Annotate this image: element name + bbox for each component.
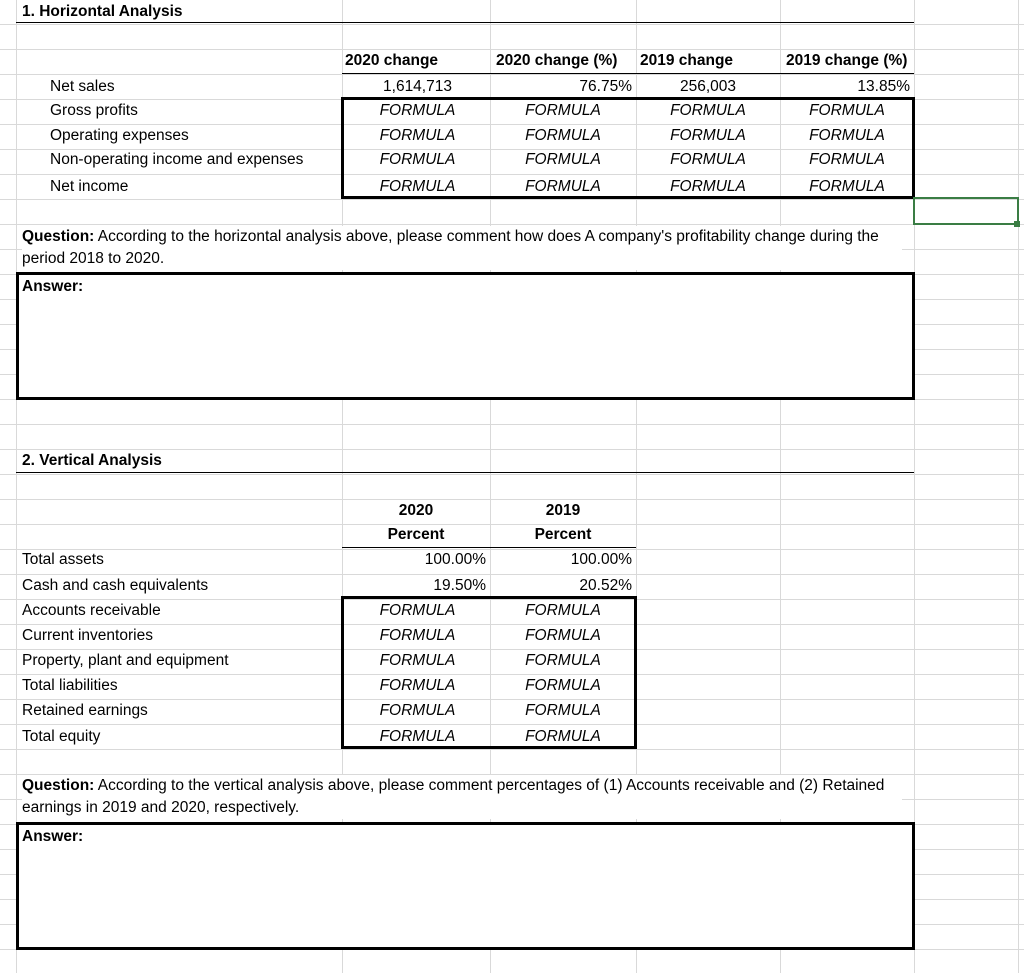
grid-line xyxy=(1018,0,1019,973)
header-2019-change-pct[interactable]: 2019 change (%) xyxy=(786,52,908,69)
cell-value[interactable]: 76.75% xyxy=(579,78,632,95)
title-underline xyxy=(16,472,914,473)
row-label-total-assets[interactable]: Total assets xyxy=(22,551,104,568)
cell-formula[interactable]: FORMULA xyxy=(525,602,601,619)
row-label-total-equity[interactable]: Total equity xyxy=(22,728,101,745)
header-year-2020[interactable]: 2020 xyxy=(398,502,434,519)
row-label-total-liabilities[interactable]: Total liabilities xyxy=(22,677,118,694)
fill-handle[interactable] xyxy=(1014,221,1020,227)
cell-value[interactable]: 20.52% xyxy=(579,577,632,594)
header-year-2019[interactable]: 2019 xyxy=(545,502,581,519)
cell-formula[interactable]: FORMULA xyxy=(379,151,456,168)
row-label-operating-expenses[interactable]: Operating expenses xyxy=(50,127,189,144)
header-underline xyxy=(342,547,636,548)
vertical-analysis-title: 2. Vertical Analysis xyxy=(22,452,162,469)
vertical-answer-box[interactable] xyxy=(16,822,915,950)
answer-label: Answer: xyxy=(22,828,84,845)
cell-formula[interactable]: FORMULA xyxy=(379,728,456,745)
cell-formula[interactable]: FORMULA xyxy=(525,102,601,119)
cell-formula[interactable]: FORMULA xyxy=(809,102,885,119)
row-label-net-sales[interactable]: Net sales xyxy=(50,78,115,95)
row-label-cash[interactable]: Cash and cash equivalents xyxy=(22,577,209,594)
cell-value[interactable]: 256,003 xyxy=(679,78,737,95)
cell-formula[interactable]: FORMULA xyxy=(525,627,601,644)
cell-formula[interactable]: FORMULA xyxy=(670,102,746,119)
cell-formula[interactable]: FORMULA xyxy=(809,127,885,144)
cell-formula[interactable]: FORMULA xyxy=(379,178,456,195)
cell-formula[interactable]: FORMULA xyxy=(525,677,601,694)
cell-value[interactable]: 1,614,713 xyxy=(383,78,452,95)
cell-value[interactable]: 100.00% xyxy=(570,551,632,568)
cell-formula[interactable]: FORMULA xyxy=(525,652,601,669)
row-label-accounts-receivable[interactable]: Accounts receivable xyxy=(22,602,161,619)
horizontal-question xyxy=(22,226,902,270)
cell-value[interactable]: 13.85% xyxy=(857,78,910,95)
cell-formula[interactable]: FORMULA xyxy=(379,702,456,719)
title-underline xyxy=(16,22,914,23)
row-label-net-income[interactable]: Net income xyxy=(50,178,129,195)
selected-cell[interactable] xyxy=(913,197,1019,225)
row-label-ppe[interactable]: Property, plant and equipment xyxy=(22,652,229,669)
cell-formula[interactable]: FORMULA xyxy=(809,178,885,195)
header-2020-change[interactable]: 2020 change xyxy=(345,52,439,69)
header-2019-change[interactable]: 2019 change xyxy=(640,52,734,69)
cell-formula[interactable]: FORMULA xyxy=(379,602,456,619)
cell-formula[interactable]: FORMULA xyxy=(525,127,601,144)
question-label: Question: xyxy=(22,777,95,794)
cell-formula[interactable]: FORMULA xyxy=(525,728,601,745)
header-2020-change-pct[interactable]: 2020 change (%) xyxy=(496,52,618,69)
cell-formula[interactable]: FORMULA xyxy=(670,178,746,195)
header-underline xyxy=(342,73,914,74)
row-label-non-operating[interactable]: Non-operating income and expenses xyxy=(50,151,304,168)
horizontal-analysis-title: 1. Horizontal Analysis xyxy=(22,3,183,20)
cell-formula[interactable]: FORMULA xyxy=(379,102,456,119)
row-label-current-inventories[interactable]: Current inventories xyxy=(22,627,153,644)
cell-value[interactable]: 19.50% xyxy=(433,577,486,594)
cell-formula[interactable]: FORMULA xyxy=(525,702,601,719)
cell-formula[interactable]: FORMULA xyxy=(670,127,746,144)
cell-formula[interactable]: FORMULA xyxy=(670,151,746,168)
question-text: According to the horizontal analysis above, please comment how does A company's profitability change during the period 2018 to 2020. xyxy=(22,228,879,267)
cell-value[interactable]: 100.00% xyxy=(424,551,486,568)
answer-label: Answer: xyxy=(22,278,84,295)
cell-formula[interactable]: FORMULA xyxy=(809,151,885,168)
cell-formula[interactable]: FORMULA xyxy=(525,151,601,168)
header-percent[interactable]: Percent xyxy=(534,526,592,543)
cell-formula[interactable]: FORMULA xyxy=(379,127,456,144)
question-text: According to the vertical analysis above, please comment percentages of (1) Accounts receivable and (2) Retained earnings in 2019 and 2020, respectively. xyxy=(22,777,885,816)
row-label-gross-profits[interactable]: Gross profits xyxy=(50,102,138,119)
cell-formula[interactable]: FORMULA xyxy=(379,652,456,669)
header-percent[interactable]: Percent xyxy=(387,526,445,543)
cell-formula[interactable]: FORMULA xyxy=(525,178,601,195)
question-label: Question: xyxy=(22,228,95,245)
horizontal-answer-box[interactable] xyxy=(16,272,915,400)
cell-formula[interactable]: FORMULA xyxy=(379,677,456,694)
row-label-retained-earnings[interactable]: Retained earnings xyxy=(22,702,148,719)
cell-formula[interactable]: FORMULA xyxy=(379,627,456,644)
vertical-question xyxy=(22,775,902,819)
